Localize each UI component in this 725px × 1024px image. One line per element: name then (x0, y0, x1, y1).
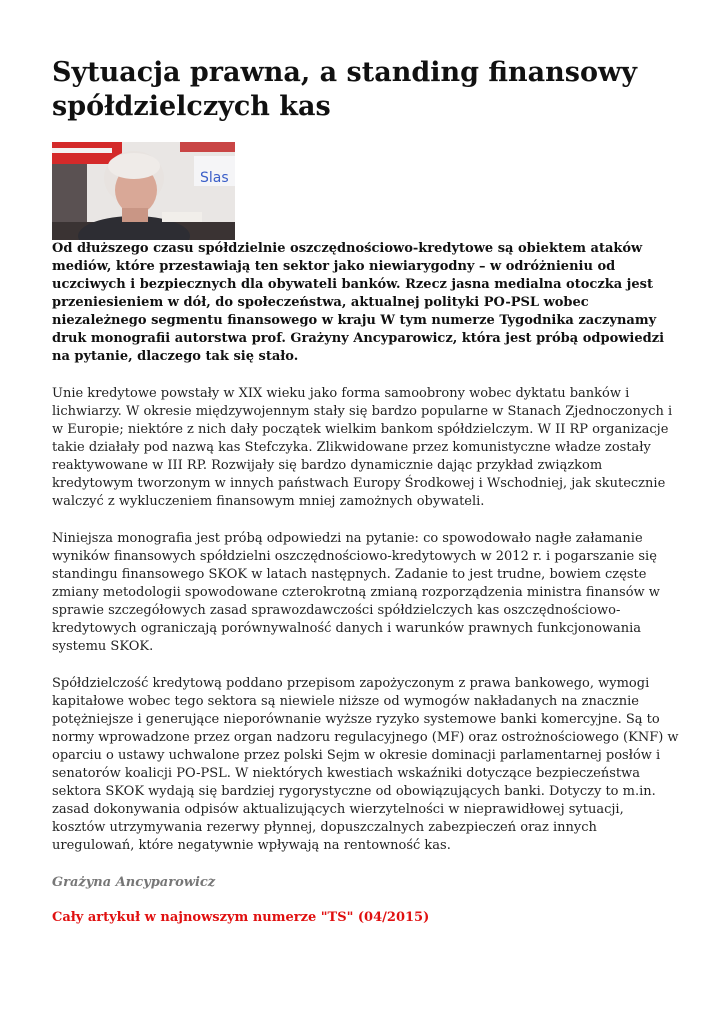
article-author: Grażyna Ancyparowicz (52, 875, 216, 890)
article-lead: Od dłuższego czasu spółdzielnie oszczędnościowo-kredytowe są obiektem ataków mediów, które przestawiają ten sektor jako niewiarygodny – w odróżnieniu od uczciwych i bezpiecznych dla obywateli banków. Rzecz jasna medialna otoczka jest przeniesieniem w dół, do społeczeństwa, aktualnej polityki PO-PSL wobec niezależnego segmentu finansowego w kraju W tym numerze Tygodnika zaczynamy druk monografii autorstwa prof. Grażyny Ancyparowicz, która jest próbą odpowiedzi na pytanie, dlaczego tak się stało. (52, 241, 665, 364)
photo-sign-text: Slas (200, 170, 229, 186)
article-paragraph-1: Unie kredytowe powstały w XIX wieku jako forma samoobrony wobec dyktatu banków i lichwiarzy. W okresie międzywojennym stały się bardzo popularne w Stanach Zjednoczonych i w Europie; niektóre z nich dały początek wielkim bankom spółdzielczym. W II RP organizacje takie działały pod nazwą kas Stefczyka. Zlikwidowane przez komunistyczne władze zostały reaktywowane w III RP. Rozwijały się bardzo dynamicznie dając przykład związkom kredytowym tworzonym w innych państwach Europy Środkowej i Wschodniej, jak skutecznie walczyć z wykluczeniem finansowym mniej zamożnych obywateli. (52, 386, 673, 509)
article-paragraph-3: Spółdzielczość kredytową poddano przepisom zapożyczonym z prawa bankowego, wymogi kapitałowe wobec tego sektora są niewiele niższe od wymogów nakładanych na znacznie potężniejsze i generujące nieporównanie wyższe ryzyko systemowe banki komercyjne. Są to normy wprowadzone przez organ nadzoru regulacyjnego (MF) oraz ostrożnościowego (KNF) w oparciu o ustawy uchwalone przez polski Sejm w okresie dominacji parlamentarnej posłów i senatorów koalicji PO-PSL. W niektórych kwestiach wskaźniki dotyczące bezpieczeństwa sektora SKOK wydają się bardziej rygorystyczne od obowiązujących banki. Dotyczy to m.in. zasad dokonywania odpisów aktualizujących wierzytelności w nieprawidłowej sytuacji, kosztów utrzymywania rezerwy płynnej, dopuszczalnych zabezpieczeń oraz innych uregulowań, które negatywnie wpływają na rentowność kas. (52, 676, 679, 853)
article-photo (52, 142, 235, 240)
article-title: Sytuacja prawna, a standing finansowy spółdzielczych kas (52, 57, 637, 122)
article-paragraph-2: Niniejsza monografia jest próbą odpowiedzi na pytanie: co spowodowało nagłe załamanie wyników finansowych spółdzielni oszczędnościowo-kredytowych w 2012 r. i pogarszanie się standingu finansowego SKOK w latach następnych. Zadanie to jest trudne, bowiem częste zmiany metodologii spowodowane czterokrotną zmianą rozporządzenia ministra finansów w sprawie szczegółowych zasad sprawozdawczości spółdzielczych kas oszczędnościowo-kredytowych ograniczają porównywalność danych i warunków prawnych funkcjonowania systemu SKOK. (52, 531, 660, 654)
full-article-link[interactable]: Cały artykuł w najnowszym numerze "TS" (04/2015) (52, 910, 430, 925)
article (52, 56, 680, 925)
